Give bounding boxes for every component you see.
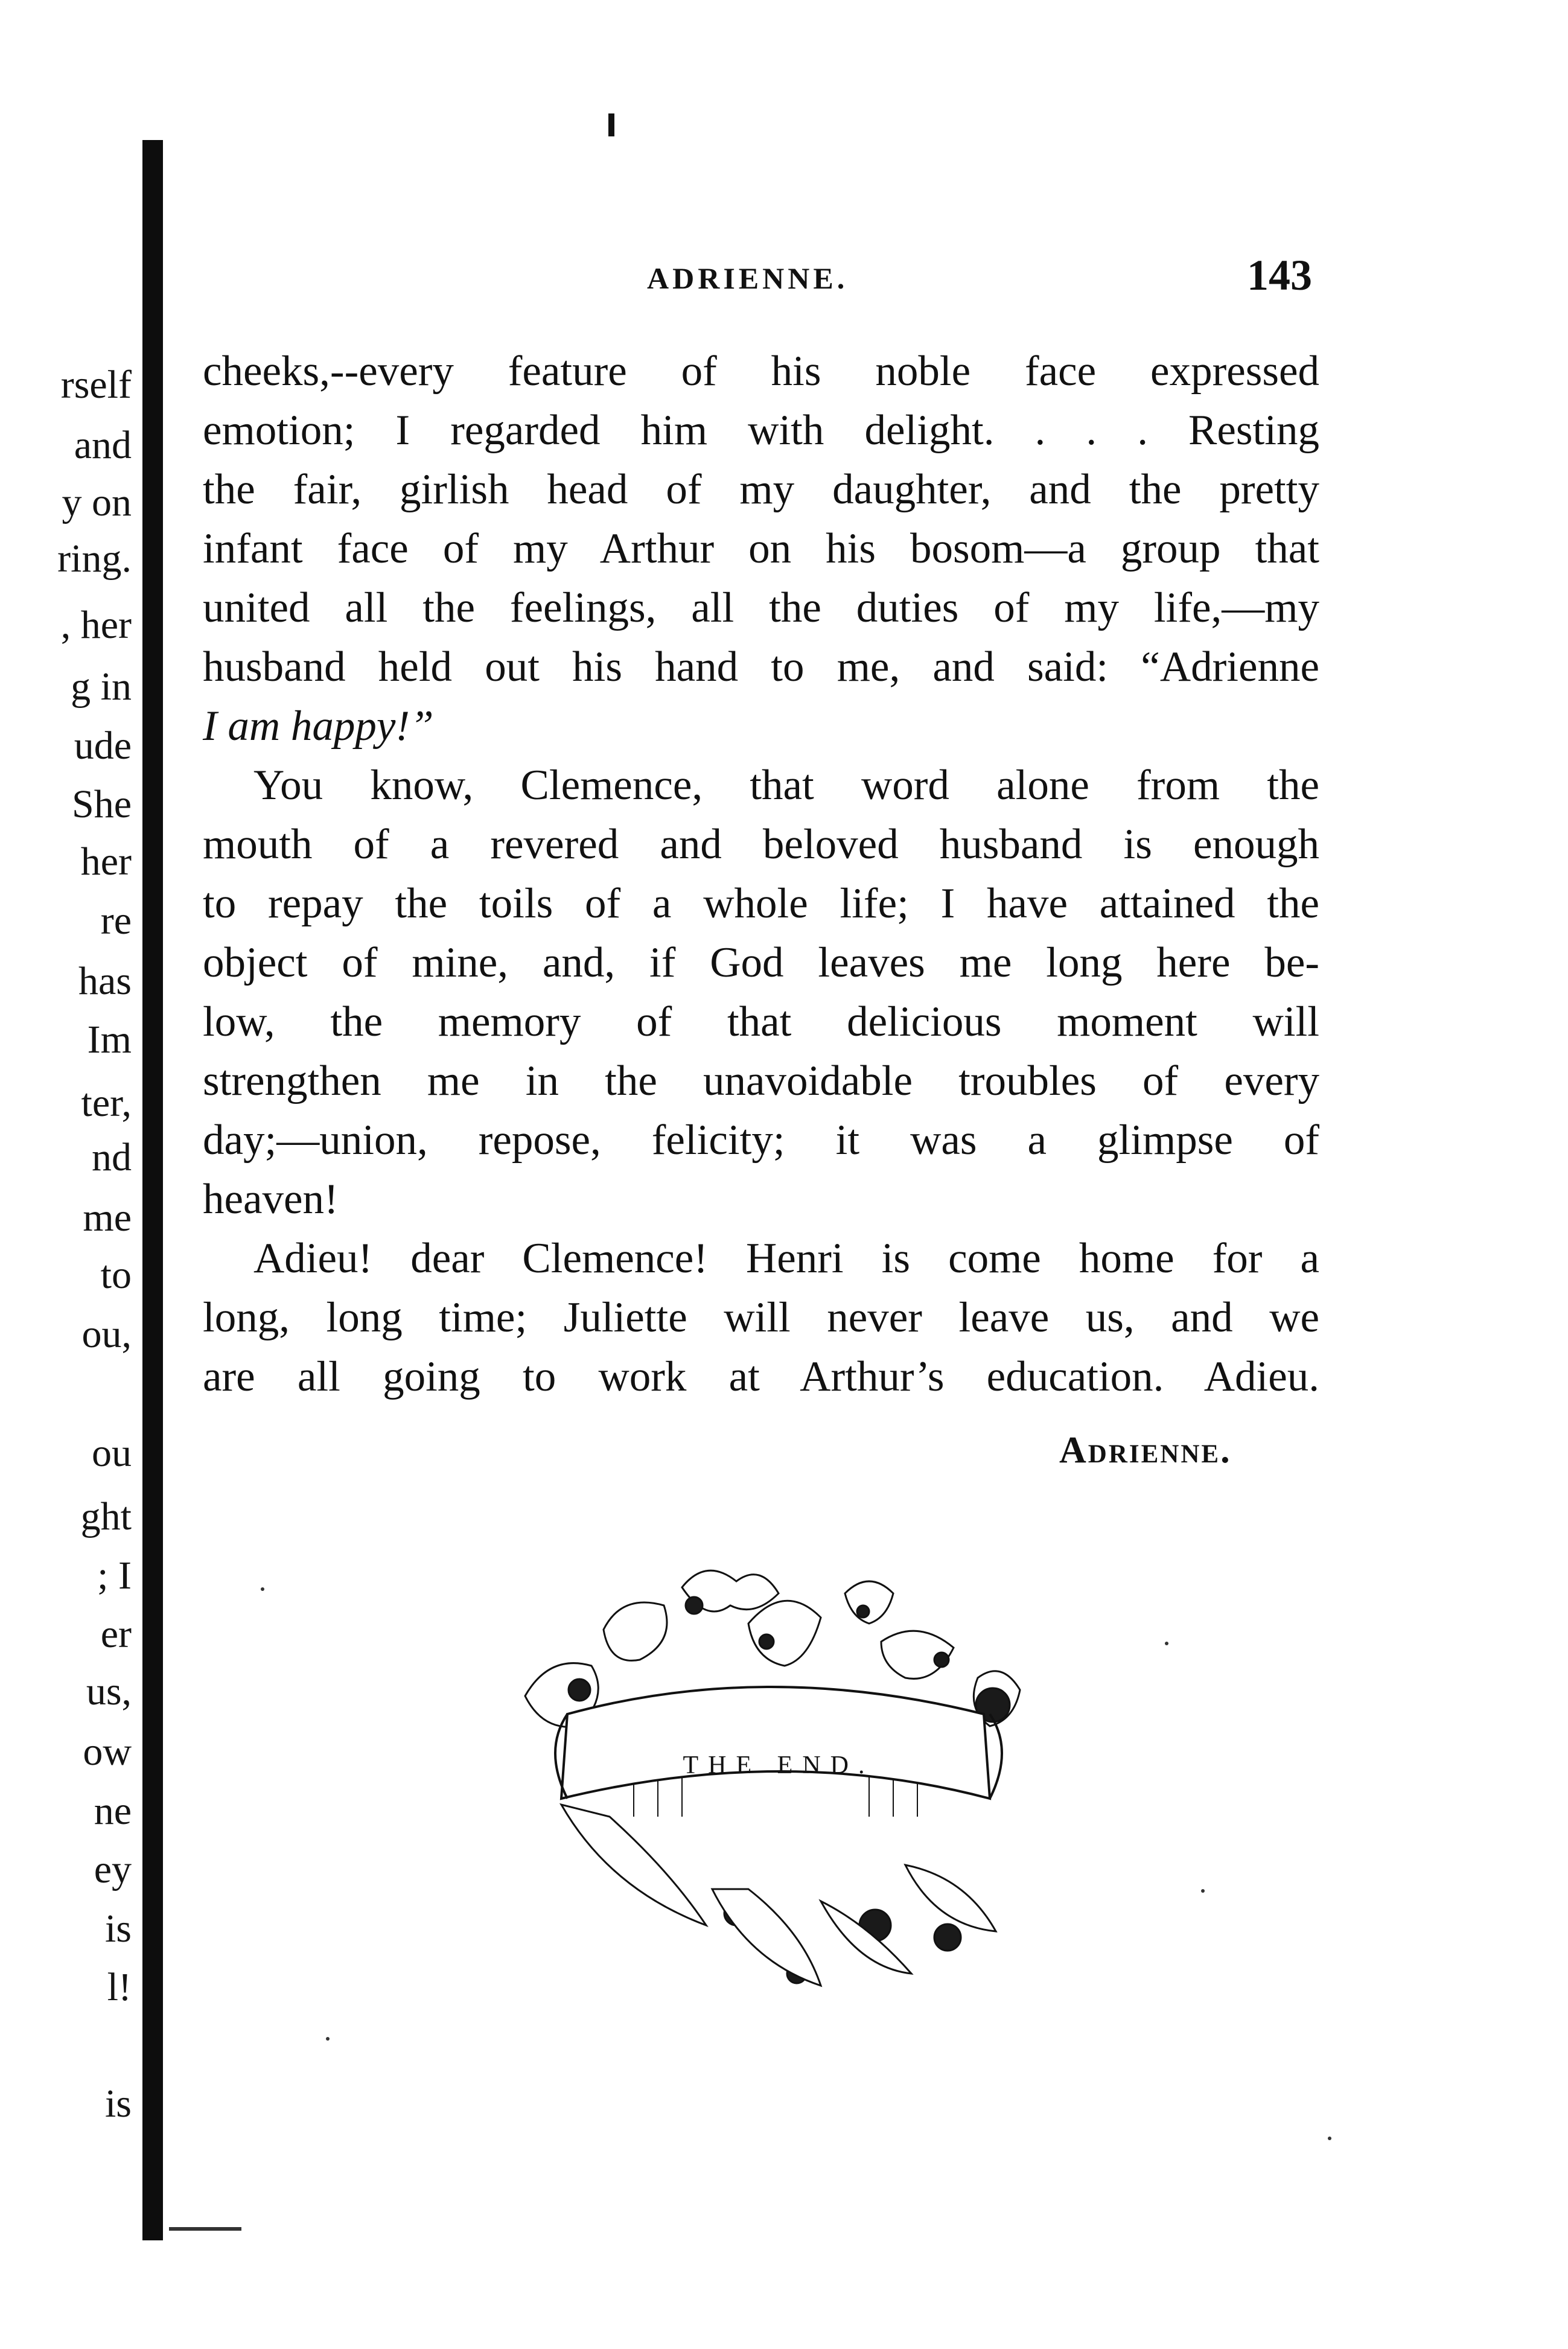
fragment-line: ude (74, 724, 132, 768)
fragment-line: nd (92, 1135, 132, 1179)
print-speck (1328, 2137, 1331, 2140)
the-end-vignette (483, 1551, 1074, 2010)
running-title: ADRIENNE. (647, 261, 849, 295)
text-line: day;—union, repose, felicity; it was a glimpse of (203, 1117, 1319, 1164)
fragment-line: ght (80, 1494, 132, 1538)
text-line: emotion; I regarded him with delight. . . . Resting (203, 407, 1319, 454)
ribbon-banner (561, 1687, 990, 1799)
fragment-line: re (100, 899, 132, 943)
fragment-line: ow (83, 1730, 132, 1774)
facing-page-fragments (0, 0, 140, 2349)
print-speck (1201, 1889, 1205, 1893)
fragment-line: her (80, 840, 132, 884)
text-line: long, long time; Juliette will never leave us, and we (203, 1294, 1319, 1341)
text-line: to repay the toils of a whole life; I have attained the (203, 880, 1319, 927)
spine-tail-mark (169, 2227, 241, 2231)
fragment-line: to (100, 1253, 132, 1297)
fragment-line: rself (60, 363, 132, 407)
text-line: Adieu! dear Clemence! Henri is come home for a (253, 1235, 1319, 1282)
fragment-line: , her (60, 603, 132, 647)
print-speck (1165, 1642, 1168, 1645)
fragment-line: us, (86, 1669, 132, 1713)
text-line: mouth of a revered and beloved husband is enough (203, 821, 1319, 868)
fragment-line: She (72, 782, 132, 826)
text-line: strengthen me in the unavoidable troubles of every (203, 1057, 1319, 1104)
fragment-line: ou (92, 1431, 132, 1475)
stray-ink-mark (608, 113, 614, 136)
text-line: infant face of my Arthur on his bosom—a group that (203, 525, 1319, 572)
signature: Adrienne. (1059, 1430, 1232, 1471)
page-number: 143 (1247, 251, 1312, 299)
fragment-line: ey (94, 1847, 132, 1892)
the-end-label: THE END. (683, 1751, 875, 1779)
fragment-line: Im (87, 1018, 132, 1062)
text-line: I am happy!” (203, 703, 434, 750)
fragment-line: is (104, 2082, 132, 2126)
fragment-line: g in (71, 665, 132, 709)
text-line: You know, Clemence, that word alone from the (253, 762, 1319, 809)
text-line: object of mine, and, if God leaves me long here be- (203, 939, 1319, 986)
fragment-line: has (78, 959, 132, 1003)
text-line: are all going to work at Arthur’s education. Adieu. (203, 1353, 1319, 1400)
fragment-line: y on (62, 480, 132, 524)
text-line: husband held out his hand to me, and said: “Adrienne (203, 643, 1319, 690)
fragment-line: me (83, 1196, 132, 1240)
fragment-line: ne (94, 1789, 132, 1833)
fragment-line: ring. (57, 537, 132, 581)
fragment-line: er (100, 1612, 132, 1656)
book-spine-shadow (142, 140, 163, 2240)
print-speck (326, 2037, 330, 2041)
fragment-line: ; I (97, 1554, 132, 1598)
text-line: heaven! (203, 1176, 339, 1223)
text-line: the fair, girlish head of my daughter, and the pretty (203, 466, 1319, 513)
print-speck (261, 1587, 264, 1591)
text-line: low, the memory of that delicious moment will (203, 998, 1319, 1045)
fragment-line: ter, (81, 1081, 132, 1125)
body-text (203, 342, 1319, 1406)
text-line: united all the feelings, all the duties of my life,—my (203, 584, 1319, 631)
fragment-line: is (104, 1907, 132, 1951)
fragment-line: l! (107, 1965, 132, 2009)
text-line: cheeks,--every feature of his noble face expressed (203, 348, 1319, 395)
fragment-line: and (74, 423, 132, 467)
fragment-line: ou, (81, 1312, 132, 1356)
